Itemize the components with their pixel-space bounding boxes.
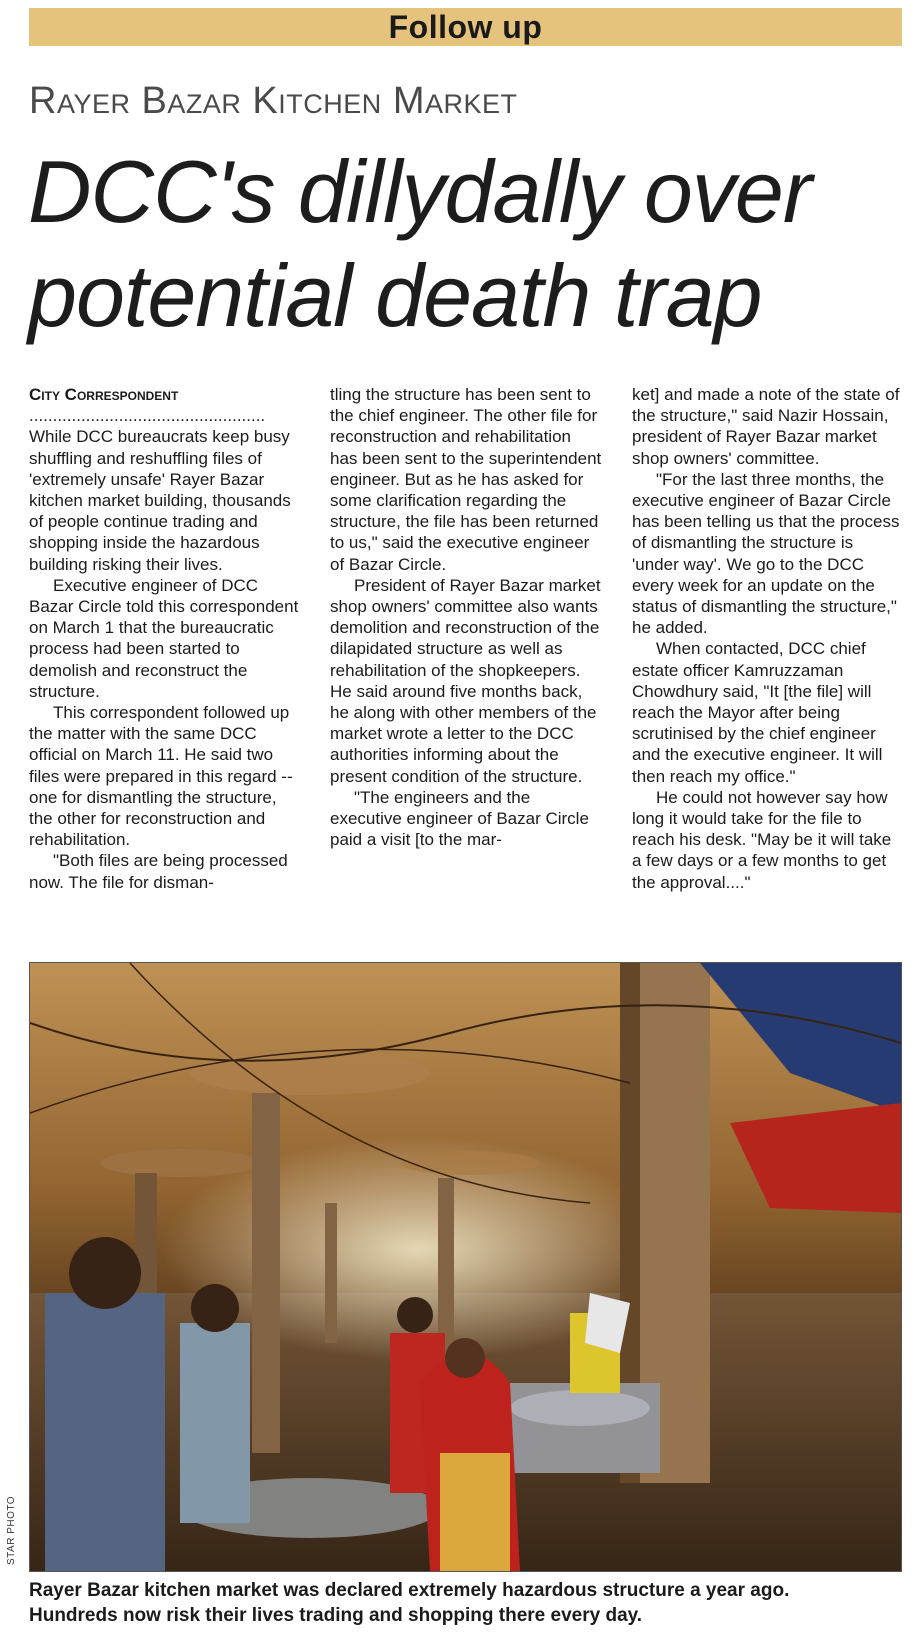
paragraph: This correspondent followed up the matter with the same DCC official on March 11. He said two files were prepared in this regard -- one for dismantling the structure, the other for reconstruction and rehabilitation. (29, 703, 293, 850)
photo-caption (29, 1578, 909, 1628)
paragraph: President of Rayer Bazar market shop owners' committee also wants demolition and reconstruction of the dilapidated structure as well as rehabilitation of the shopkeepers. He said around five months back, he along with other members of the market wrote a letter to the DCC authorities informing about the present condition of the structure. (330, 575, 601, 786)
section-banner (29, 8, 902, 46)
market-photo (29, 962, 902, 1572)
headline (28, 140, 908, 348)
paragraph: When contacted, DCC chief estate officer Kamruzzaman Chowdhury said, "It [the file] will reach the Mayor after being scrutinised by the chief engineer and the executive engineer. It will then reach my office." (632, 639, 883, 786)
paragraph: "The engineers and the executive engineer of Bazar Circle paid a visit [to the mar- (330, 787, 589, 850)
paragraph: ket] and made a note of the state of the structure," said Nazir Hossain, president of Rayer Bazar market shop owners' committee. (632, 385, 900, 468)
kicker: Rayer Bazar Kitchen Market (29, 80, 518, 122)
paragraph: "For the last three months, the executive engineer of Bazar Circle has been telling us that the process of dismantling the structure is 'under way'. We go to the DCC every week for an update on the status of dismantling the structure," he added. (632, 469, 900, 638)
paragraph: Executive engineer of DCC Bazar Circle told this correspondent on March 1 that the bureaucratic process had been started to demolish and reconstruct the structure. (29, 575, 299, 701)
article-column-3 (632, 384, 904, 893)
paragraph: While DCC bureaucrats keep busy shuffling and reshuffling files of 'extremely unsafe' Rayer Bazar kitchen market building, thousands of people continue trading and shopping inside the hazardous building risking their lives. (29, 427, 291, 574)
paragraph: He could not however say how long it would take for the file to reach his desk. "May be it will take a few days or a few months to get the approval...." (632, 787, 892, 892)
section-label: Follow up (388, 8, 543, 45)
caption-line-2: Hundreds now risk their lives trading and shopping there every day. (29, 1605, 643, 1626)
paragraph: "Both files are being processed now. The file for disman- (29, 851, 288, 892)
byline: City Correspondent (29, 385, 179, 404)
headline-line-1: DCC's dillydally over (28, 142, 812, 241)
article-column-2 (330, 384, 602, 850)
headline-line-2: potential death trap (28, 246, 762, 345)
caption-line-1: Rayer Bazar kitchen market was declared extremely hazardous structure a year ago. (29, 1580, 790, 1601)
paragraph: tling the structure has been sent to the chief engineer. The other file for reconstruction and rehabilitation has been sent to the superintendent engineer. But as he has asked for some clarification regarding the structure, the file has been returned to us," said the executive engineer of Bazar Circle. (330, 385, 602, 574)
byline-dots: .................................................. (29, 406, 266, 426)
article-column-1 (29, 384, 301, 893)
photo-credit: STAR PHOTO (6, 1495, 17, 1565)
